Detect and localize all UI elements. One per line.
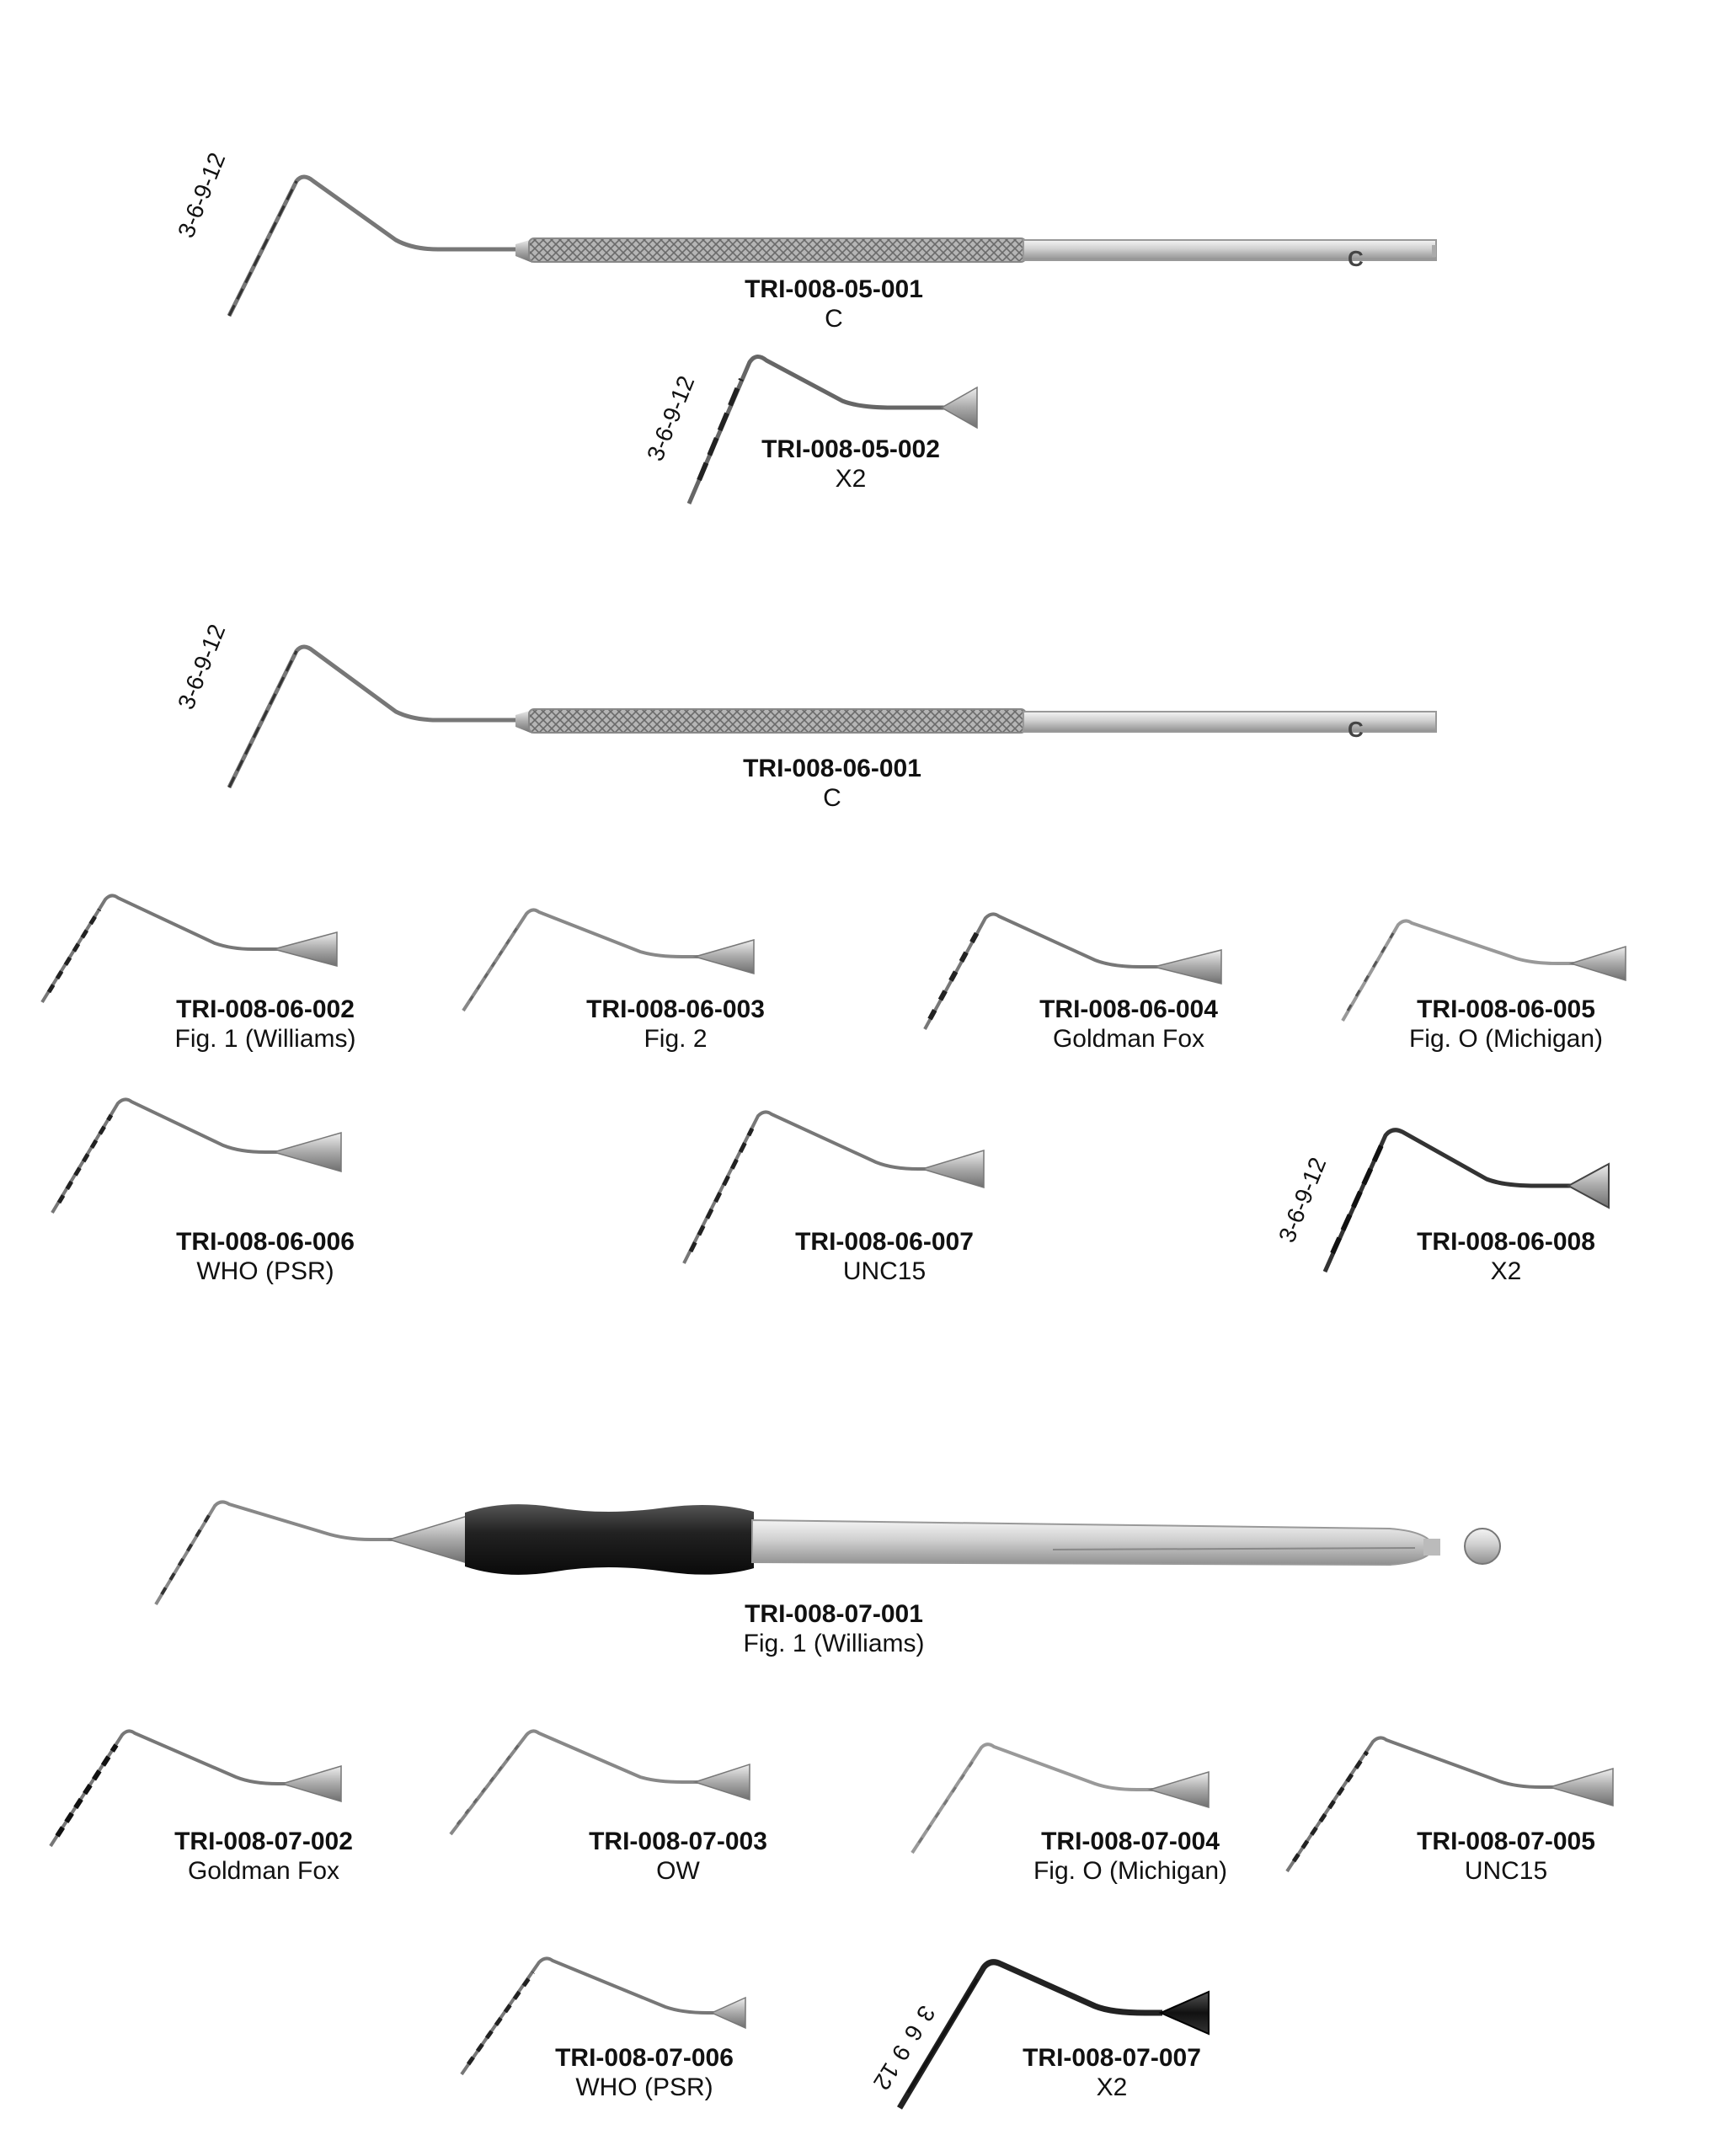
product-name: C	[825, 305, 843, 333]
marking-digit-9: 9	[886, 2040, 916, 2066]
product-name: WHO (PSR)	[575, 2073, 713, 2101]
caption-tri-008-06-004	[1039, 995, 1218, 1054]
product-name: WHO (PSR)	[196, 1257, 334, 1285]
product-code: TRI-008-07-001	[745, 1600, 923, 1628]
product-code: TRI-008-07-005	[1417, 1828, 1595, 1855]
marking-06-008: 3-6-9-12	[1274, 1153, 1332, 1246]
caption-tri-008-07-001	[744, 1600, 925, 1659]
product-code: TRI-008-06-001	[743, 755, 921, 782]
product-code: TRI-008-06-004	[1039, 995, 1218, 1023]
product-name: Goldman Fox	[187, 1857, 340, 1885]
product-code: TRI-008-06-005	[1417, 995, 1595, 1023]
marking-digit-12: 12	[868, 2058, 905, 2095]
caption-tri-008-06-005	[1409, 995, 1603, 1054]
product-code: TRI-008-07-003	[589, 1828, 767, 1855]
product-code: TRI-008-06-002	[176, 995, 355, 1023]
caption-tri-008-06-002	[175, 995, 356, 1054]
caption-tri-008-06-001	[743, 755, 921, 814]
product-name: Fig. 2	[644, 1025, 708, 1053]
marking-digit-6: 6	[899, 2020, 928, 2046]
caption-tri-008-07-002	[174, 1828, 353, 1886]
product-name: X2	[1490, 1257, 1522, 1285]
marking-digit-3: 3	[911, 2000, 941, 2026]
caption-tri-008-06-003	[586, 995, 765, 1054]
product-code: TRI-008-06-006	[176, 1228, 355, 1256]
product-name: X2	[1096, 2073, 1128, 2101]
product-name: Fig. 1 (Williams)	[743, 1630, 925, 1657]
caption-tri-008-07-006	[555, 2044, 734, 2103]
product-code: TRI-008-06-003	[586, 995, 765, 1023]
product-name: Fig. 1 (Williams)	[174, 1025, 356, 1053]
marking-05-002: 3-6-9-12	[642, 371, 700, 465]
product-name: Fig. O (Michigan)	[1408, 1025, 1604, 1053]
tip-tri-008-07-003	[451, 1731, 750, 1834]
product-name: UNC15	[1464, 1857, 1548, 1885]
svg-text:C: C	[1348, 246, 1364, 271]
product-name: UNC15	[842, 1257, 927, 1285]
product-code: TRI-008-05-001	[745, 275, 923, 303]
product-code: TRI-008-07-004	[1041, 1828, 1220, 1855]
tip-tri-008-06-002	[42, 895, 337, 1002]
product-code: TRI-008-06-008	[1417, 1228, 1595, 1256]
product-code: TRI-008-07-002	[174, 1828, 353, 1855]
caption-tri-008-06-007	[795, 1228, 974, 1287]
product-name: X2	[835, 465, 867, 493]
product-name: C	[823, 784, 841, 812]
product-code: TRI-008-07-006	[555, 2044, 734, 2072]
product-name: OW	[656, 1857, 700, 1885]
product-code: TRI-008-07-007	[1023, 2044, 1201, 2072]
tip-tri-008-06-006	[52, 1099, 341, 1213]
caption-tri-008-07-004	[1033, 1828, 1227, 1886]
marking-06-001: 3-6-9-12	[173, 620, 231, 713]
marking-05-001: 3-6-9-12	[173, 148, 231, 242]
product-name: Fig. O (Michigan)	[1033, 1857, 1228, 1885]
caption-tri-008-06-006	[176, 1228, 355, 1287]
caption-tri-008-05-001	[745, 275, 923, 334]
svg-text:C: C	[1348, 717, 1364, 742]
caption-tri-008-06-008	[1417, 1228, 1595, 1287]
caption-tri-008-07-005	[1417, 1828, 1595, 1886]
caption-tri-008-07-003	[589, 1828, 767, 1886]
probe-tri-008-07-001	[156, 1502, 1500, 1604]
product-code: TRI-008-05-002	[761, 435, 940, 463]
product-code: TRI-008-06-007	[795, 1228, 974, 1256]
caption-tri-008-07-007	[1023, 2044, 1201, 2103]
caption-tri-008-05-002	[761, 435, 940, 494]
product-name: Goldman Fox	[1052, 1025, 1205, 1053]
